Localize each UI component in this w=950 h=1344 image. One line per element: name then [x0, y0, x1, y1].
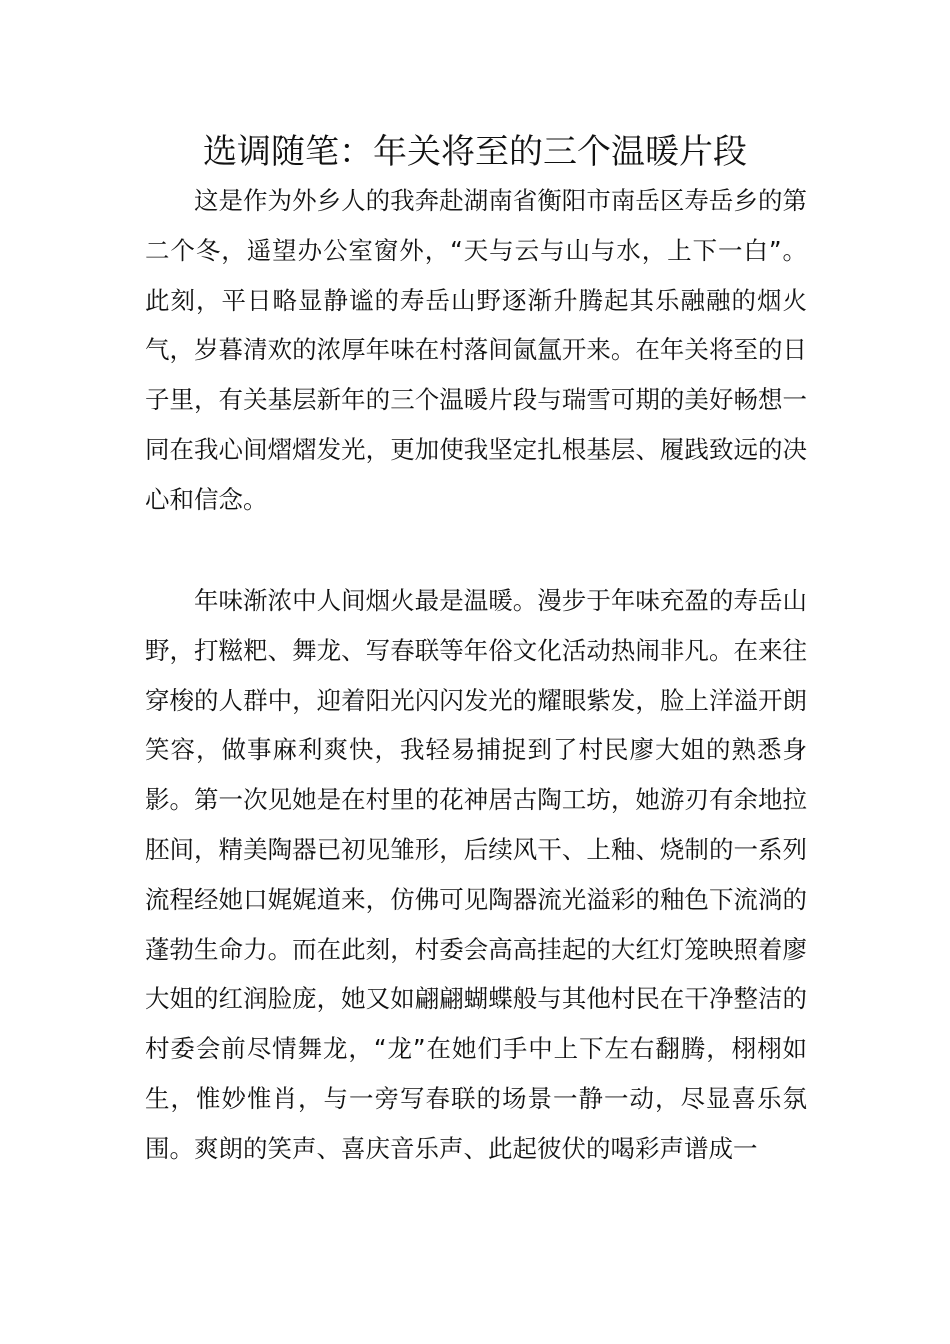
- paragraph-intro: 这是作为外乡人的我奔赴湖南省衡阳市南岳区寿岳乡的第二个冬，遥望办公室窗外，“天与云与山与水，上下一白”。此刻，平日略显静谧的寿岳山野逐渐升腾起其乐融融的烟火气，岁暮清欢的浓厚年味在村落间氤氲开来。在年关将至的日子里，有关基层新年的三个温暖片段与瑞雪可期的美好畅想一同在我心间熠熠发光，更加使我坚定扎根基层、履践致远的决心和信念。: [145, 186, 807, 514]
- document-title: 选调随笔：年关将至的三个温暖片段: [203, 132, 747, 172]
- paragraph-fireworks: 年味渐浓中人间烟火最是温暖。漫步于年味充盈的寿岳山野，打糍粑、舞龙、写春联等年俗文化活动热闹非凡。在来往穿梭的人群中，迎着阳光闪闪发光的耀眼紫发，脸上洋溢开朗笑容，做事麻利爽快，我轻易捕捉到了村民廖大姐的熟悉身影。第一次见她是在村里的花神居古陶工坊，她游刃有余地拉胚间，精美陶器已初见雏形，后续风干、上釉、烧制的一系列流程经她口娓娓道来，仿佛可见陶器流光溢彩的釉色下流淌的蓬勃生命力。而在此刻，村委会高高挂起的大红灯笼映照着廖大姐的红润脸庞，她又如翩翩蝴蝶般与其他村民在干净整洁的村委会前尽情舞龙，“龙”在她们手中上下左右翻腾，栩栩如生，惟妙惟肖，与一旁写春联的场景一静一动，尽显喜乐氛围。爽朗的笑声、喜庆音乐声、此起彼伏的喝彩声谱成一: [145, 586, 807, 1163]
